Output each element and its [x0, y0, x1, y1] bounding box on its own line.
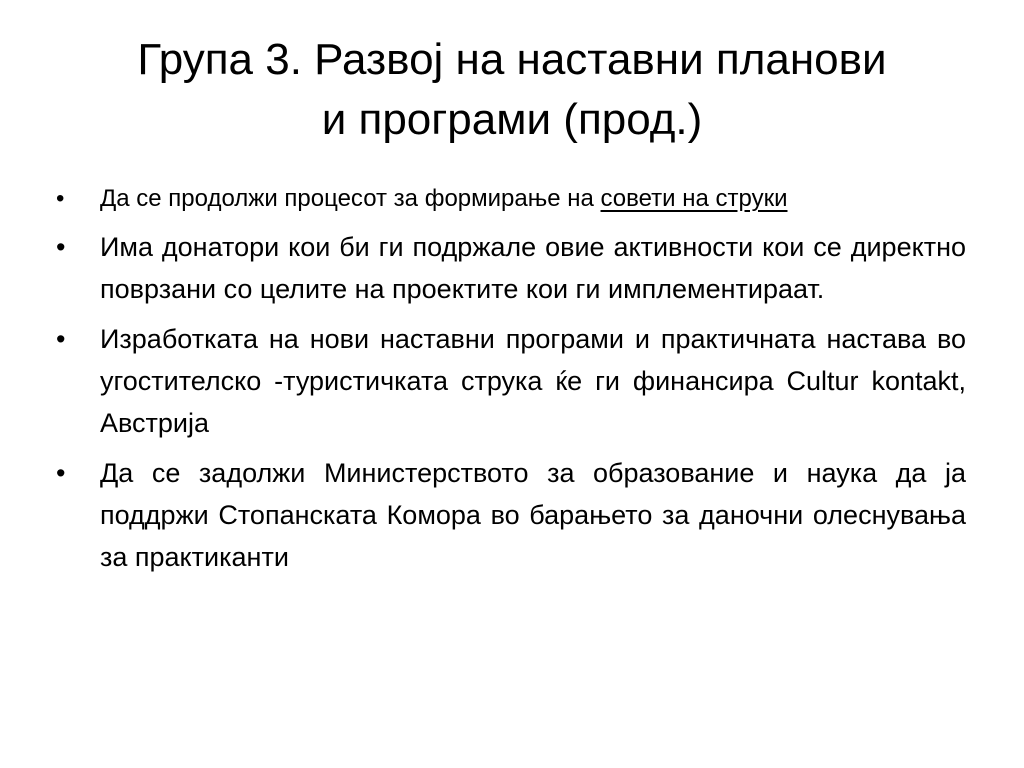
- slide-title-line-1: Група 3. Развој на наставни планови: [137, 35, 887, 84]
- bullet-text: Изработката на нови наставни програми и практичната настава во угостителско -туристичката струка ќе ги финансира Cultur kontakt, Австрија: [100, 324, 966, 438]
- bullet-list: [56, 180, 966, 578]
- bullet-icon: •: [56, 185, 65, 212]
- bullet-text: Да се задолжи Министерството за образование и наука да ја поддржи Стопанската Комора во барањето за даночни олеснувања за практиканти: [100, 458, 966, 572]
- bullet-icon: •: [56, 232, 66, 262]
- bullet-item-ministry: [56, 452, 966, 578]
- bullet-icon: •: [56, 324, 66, 354]
- underlined-link-text[interactable]: совети на струки: [600, 185, 788, 212]
- bullet-text: Да се продолжи процесот за формирање на: [100, 185, 601, 212]
- slide-title-line-2: и програми (прод.): [321, 95, 703, 144]
- bullet-item-councils: [56, 180, 966, 218]
- bullet-item-curricula: [56, 318, 966, 444]
- bullet-text: Има донатори кои би ги подржале овие активности кои се директно поврзани со целите на проектите кои ги имплементираат.: [100, 232, 966, 304]
- bullet-icon: •: [56, 458, 66, 488]
- bullet-item-donors: [56, 226, 966, 310]
- slide-title: [60, 30, 964, 150]
